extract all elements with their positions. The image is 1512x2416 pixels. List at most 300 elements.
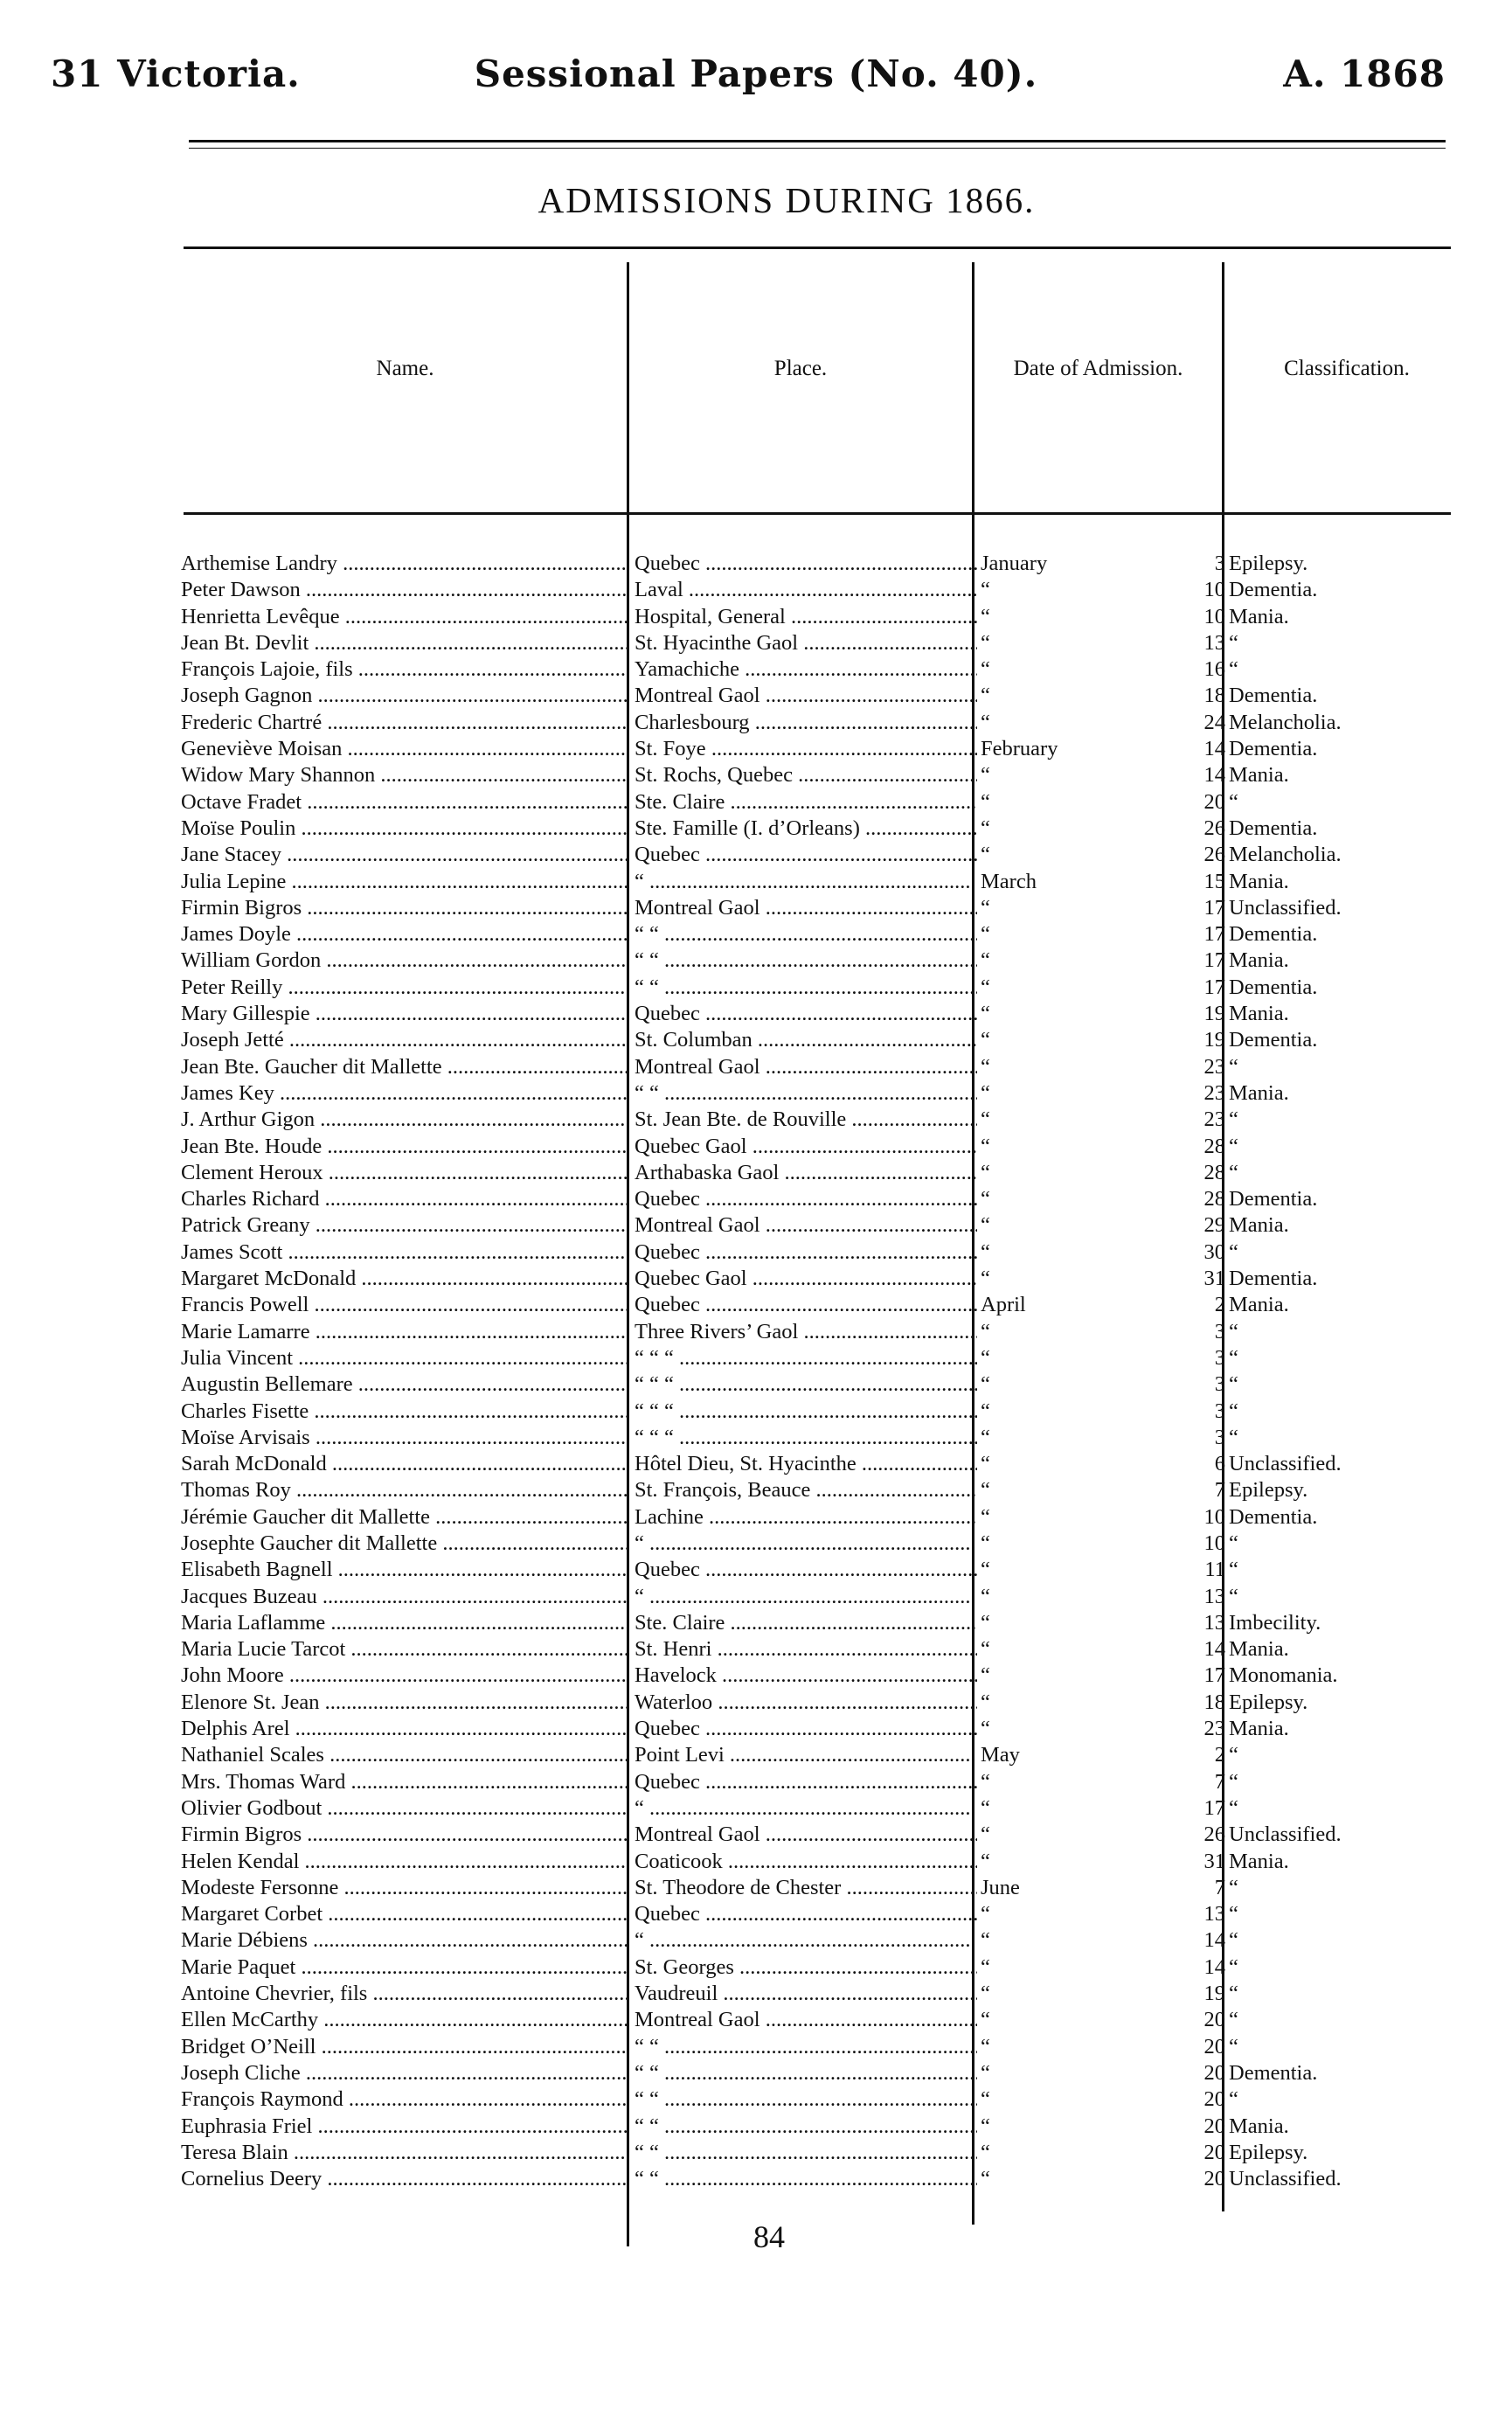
header-rule-thin (189, 148, 1446, 149)
row-classification: “ (1229, 1928, 1238, 1953)
table-row (0, 1054, 1512, 1080)
row-day: 24 (1203, 710, 1225, 734)
row-classification: Melancholia. (1229, 710, 1342, 734)
row-day: 20 (1203, 2034, 1225, 2058)
row-month: April (981, 1293, 1026, 1317)
row-name: Geneviève Moisan ..... (181, 736, 627, 762)
row-month: “ (981, 948, 990, 973)
row-place: Lachine ..... (635, 1504, 977, 1531)
column-header-name: Name. (376, 357, 434, 380)
row-name: Joseph Jetté ..... (181, 1027, 627, 1053)
row-name: Frederic Chartré ..... (181, 710, 627, 736)
table-row (0, 1239, 1512, 1266)
row-name: Jane Stacey ..... (181, 842, 627, 868)
row-place: “ “ ..... (635, 2166, 977, 2192)
row-name: Henrietta Levêque ..... (181, 604, 627, 630)
table-row (0, 975, 1512, 1001)
row-classification: “ (1229, 1795, 1238, 1820)
row-month: “ (981, 975, 990, 999)
table-row (0, 2166, 1512, 2192)
row-place: Point Levi ..... (635, 1742, 977, 1768)
row-month: “ (981, 1610, 990, 1635)
row-month: “ (981, 2140, 990, 2164)
row-day: 23 (1203, 1054, 1225, 1079)
table-row (0, 1134, 1512, 1160)
row-day: 19 (1203, 1028, 1225, 1052)
row-name: Teresa Blain ..... (181, 2140, 627, 2166)
row-name: Olivier Godbout ..... (181, 1795, 627, 1822)
row-classification: Unclassified. (1229, 895, 1342, 920)
row-day: 23 (1203, 1080, 1225, 1105)
table-row (0, 1663, 1512, 1689)
row-day: 23 (1203, 1107, 1225, 1132)
row-day: 28 (1203, 1134, 1225, 1158)
row-month: “ (981, 1452, 990, 1476)
row-place: Quebec ..... (635, 551, 977, 577)
row-place: St. Columban ..... (635, 1027, 977, 1053)
row-place: St. Georges ..... (635, 1954, 977, 1981)
row-name: Sarah McDonald ..... (181, 1451, 627, 1477)
row-day: 15 (1203, 869, 1225, 893)
row-name: Augustin Bellemare ..... (181, 1371, 627, 1398)
table-row (0, 816, 1512, 842)
row-classification: Dementia. (1229, 975, 1318, 999)
row-day: 17 (1203, 975, 1225, 999)
row-day: 7 (1214, 1875, 1225, 1899)
row-name: Widow Mary Shannon ..... (181, 762, 627, 788)
row-place: “ “ “ ..... (635, 1371, 977, 1398)
row-month: “ (981, 1637, 990, 1662)
row-place: “ ..... (635, 1584, 977, 1610)
row-name: Moïse Poulin ..... (181, 816, 627, 842)
row-day: 7 (1214, 1478, 1225, 1503)
row-name: Elenore St. Jean ..... (181, 1690, 627, 1716)
row-month: “ (981, 1954, 990, 1979)
table-row (0, 1266, 1512, 1292)
row-classification: Epilepsy. (1229, 1690, 1308, 1714)
row-place: “ “ ..... (635, 921, 977, 948)
row-classification: “ (1229, 1875, 1238, 1899)
row-place: St. Hyacinthe Gaol ..... (635, 630, 977, 656)
row-classification: Unclassified. (1229, 2167, 1342, 2191)
table-row (0, 2140, 1512, 2166)
row-day: 7 (1214, 1769, 1225, 1794)
row-month: “ (981, 1372, 990, 1397)
table-row (0, 948, 1512, 974)
row-classification: Dementia. (1229, 816, 1318, 840)
row-day: 3 (1214, 552, 1225, 575)
row-classification: Dementia. (1229, 1267, 1318, 1291)
row-classification: Dementia. (1229, 737, 1318, 761)
row-name: Marie Lamarre ..... (181, 1319, 627, 1345)
table-row (0, 1822, 1512, 1848)
row-place: “ “ ..... (635, 1080, 977, 1107)
row-month: “ (981, 1213, 990, 1238)
row-day: 17 (1203, 1795, 1225, 1820)
row-name: Margaret McDonald ..... (181, 1266, 627, 1292)
row-place: Quebec ..... (635, 1239, 977, 1266)
row-day: 20 (1203, 2114, 1225, 2138)
row-place: Havelock ..... (635, 1663, 977, 1689)
row-place: “ “ ..... (635, 975, 977, 1001)
row-classification: “ (1229, 630, 1238, 655)
row-name: Maria Lucie Tarcot ..... (181, 1636, 627, 1663)
header-rule-thick (189, 140, 1446, 142)
row-day: 29 (1203, 1213, 1225, 1238)
row-place: St. Jean Bte. de Rouville ..... (635, 1107, 977, 1133)
row-day: 3 (1214, 1399, 1225, 1423)
row-classification: Mania. (1229, 1637, 1289, 1662)
row-day: 17 (1203, 948, 1225, 973)
row-classification: Dementia. (1229, 2060, 1318, 2085)
table-row (0, 1212, 1512, 1239)
row-month: “ (981, 1107, 990, 1132)
row-month: “ (981, 1531, 990, 1555)
row-day: 2 (1214, 1743, 1225, 1767)
row-place: Charlesbourg ..... (635, 710, 977, 736)
row-name: Francis Powell ..... (181, 1292, 627, 1318)
row-name: John Moore ..... (181, 1663, 627, 1689)
row-classification: Monomania. (1229, 1663, 1338, 1688)
row-day: 2 (1214, 1293, 1225, 1317)
row-place: Ste. Claire ..... (635, 789, 977, 816)
row-place: Montreal Gaol ..... (635, 1212, 977, 1239)
row-place: “ “ ..... (635, 2086, 977, 2113)
row-day: 17 (1203, 922, 1225, 947)
row-day: 18 (1203, 1690, 1225, 1714)
row-day: 26 (1203, 1822, 1225, 1847)
row-classification: Unclassified. (1229, 1822, 1342, 1847)
column-header-place: Place. (773, 357, 828, 380)
row-place: Vaudreuil ..... (635, 1981, 977, 2007)
row-classification: “ (1229, 1902, 1238, 1927)
table-row (0, 1742, 1512, 1768)
row-month: “ (981, 1769, 990, 1794)
row-month: “ (981, 710, 990, 734)
row-place: Quebec ..... (635, 1292, 977, 1318)
table-row (0, 1504, 1512, 1531)
row-name: Octave Fradet ..... (181, 789, 627, 816)
row-month: “ (981, 578, 990, 602)
row-name: Delphis Arel ..... (181, 1716, 627, 1742)
row-day: 20 (1203, 2008, 1225, 2032)
row-name: Julia Vincent ..... (181, 1345, 627, 1371)
row-classification: Unclassified. (1229, 1452, 1342, 1476)
row-classification: Imbecility. (1229, 1610, 1321, 1635)
row-name: Joseph Gagnon ..... (181, 683, 627, 709)
row-place: “ “ “ ..... (635, 1399, 977, 1425)
table-row (0, 1425, 1512, 1451)
row-month: February (981, 737, 1058, 761)
row-name: Mary Gillespie ..... (181, 1001, 627, 1027)
row-month: “ (981, 895, 990, 920)
row-place: Montreal Gaol ..... (635, 1822, 977, 1848)
row-classification: “ (1229, 1160, 1238, 1184)
row-classification: “ (1229, 657, 1238, 682)
row-month: “ (981, 604, 990, 628)
row-name: François Raymond ..... (181, 2086, 627, 2113)
table-row (0, 1954, 1512, 1981)
row-month: “ (981, 2167, 990, 2191)
row-classification: Mania. (1229, 1080, 1289, 1105)
row-day: 10 (1203, 1504, 1225, 1529)
row-name: James Doyle ..... (181, 921, 627, 948)
row-classification: “ (1229, 1558, 1238, 1582)
table-row (0, 1292, 1512, 1318)
row-name: J. Arthur Gigon ..... (181, 1107, 627, 1133)
row-day: 17 (1203, 1663, 1225, 1688)
row-place: St. François, Beauce ..... (635, 1477, 977, 1503)
row-day: 14 (1203, 737, 1225, 761)
row-classification: Mania. (1229, 1213, 1289, 1238)
row-classification: “ (1229, 1531, 1238, 1555)
row-month: “ (981, 1319, 990, 1343)
row-classification: Dementia. (1229, 922, 1318, 947)
table-row (0, 683, 1512, 709)
row-day: 28 (1203, 1187, 1225, 1211)
row-month: June (981, 1875, 1020, 1899)
table-row (0, 1849, 1512, 1875)
row-place: Montreal Gaol ..... (635, 1054, 977, 1080)
table-row (0, 1531, 1512, 1557)
row-month: “ (981, 1902, 990, 1927)
table-row (0, 1690, 1512, 1716)
row-month: January (981, 552, 1048, 575)
row-name: Marie Paquet ..... (181, 1954, 627, 1981)
table-row (0, 577, 1512, 603)
row-month: “ (981, 2008, 990, 2032)
row-day: 23 (1203, 1717, 1225, 1741)
row-day: 20 (1203, 2167, 1225, 2191)
table-row (0, 1319, 1512, 1345)
row-name: Ellen McCarthy ..... (181, 2007, 627, 2033)
row-classification: “ (1229, 1134, 1238, 1158)
table-row (0, 2060, 1512, 2086)
row-place: Three Rivers’ Gaol ..... (635, 1319, 977, 1345)
table-row (0, 921, 1512, 948)
row-classification: Mania. (1229, 604, 1289, 628)
table-top-rule (184, 246, 1451, 249)
table-row (0, 2034, 1512, 2060)
row-place: “ “ ..... (635, 2034, 977, 2060)
row-name: Firmin Bigros ..... (181, 1822, 627, 1848)
row-day: 20 (1203, 2060, 1225, 2085)
row-classification: “ (1229, 1372, 1238, 1397)
table-row (0, 2007, 1512, 2033)
row-name: Jean Bte. Houde ..... (181, 1134, 627, 1160)
row-day: 20 (1203, 2140, 1225, 2164)
row-classification: Melancholia. (1229, 843, 1342, 867)
table-row (0, 1981, 1512, 2007)
table-row (0, 1027, 1512, 1053)
row-classification: Epilepsy. (1229, 552, 1308, 575)
row-month: “ (981, 1345, 990, 1370)
row-classification: Dementia. (1229, 578, 1318, 602)
row-name: Helen Kendal ..... (181, 1849, 627, 1875)
row-place: Ste. Claire ..... (635, 1610, 977, 1636)
table-row (0, 762, 1512, 788)
row-classification: “ (1229, 2034, 1238, 2058)
row-name: François Lajoie, fils ..... (181, 656, 627, 683)
row-day: 30 (1203, 1239, 1225, 1264)
row-month: “ (981, 843, 990, 867)
row-classification: Mania. (1229, 948, 1289, 973)
row-day: 3 (1214, 1345, 1225, 1370)
row-name: Josephte Gaucher dit Mallette ..... (181, 1531, 627, 1557)
row-name: Mrs. Thomas Ward ..... (181, 1769, 627, 1795)
row-place: “ “ ..... (635, 2114, 977, 2140)
row-day: 13 (1203, 630, 1225, 655)
row-place: Ste. Famille (I. d’Orleans) ..... (635, 816, 977, 842)
row-classification: “ (1229, 1107, 1238, 1132)
row-month: “ (981, 2114, 990, 2138)
row-day: 13 (1203, 1584, 1225, 1608)
column-header-classification: Classification. (1284, 357, 1410, 380)
table-row (0, 789, 1512, 816)
row-classification: “ (1229, 1584, 1238, 1608)
row-name: Patrick Greany ..... (181, 1212, 627, 1239)
row-place: “ “ ..... (635, 2140, 977, 2166)
row-month: May (981, 1743, 1020, 1767)
table-row (0, 1610, 1512, 1636)
row-day: 11 (1204, 1558, 1225, 1582)
table-row (0, 869, 1512, 895)
row-month: “ (981, 1002, 990, 1026)
row-month: “ (981, 1822, 990, 1847)
row-name: Thomas Roy ..... (181, 1477, 627, 1503)
row-day: 14 (1203, 1928, 1225, 1953)
row-place: Arthabaska Gaol ..... (635, 1160, 977, 1186)
row-name: Jacques Buzeau ..... (181, 1584, 627, 1610)
table-row (0, 736, 1512, 762)
table-row (0, 710, 1512, 736)
row-day: 3 (1214, 1425, 1225, 1449)
row-month: “ (981, 816, 990, 840)
row-classification: “ (1229, 1743, 1238, 1767)
row-classification: “ (1229, 1399, 1238, 1423)
row-month: “ (981, 1054, 990, 1079)
table-row (0, 630, 1512, 656)
row-classification: Dementia. (1229, 1187, 1318, 1211)
row-classification: Mania. (1229, 1717, 1289, 1741)
row-name: Peter Reilly ..... (181, 975, 627, 1001)
row-day: 3 (1214, 1319, 1225, 1343)
row-place: Quebec ..... (635, 1557, 977, 1583)
table-head-rule (184, 512, 1451, 515)
row-name: Joseph Cliche ..... (181, 2060, 627, 2086)
row-place: Coaticook ..... (635, 1849, 977, 1875)
row-classification: “ (1229, 1345, 1238, 1370)
column-header-date: Date of Admission. (1013, 357, 1183, 380)
table-row (0, 1186, 1512, 1212)
row-day: 13 (1203, 1610, 1225, 1635)
row-name: Modeste Fersonne ..... (181, 1875, 627, 1901)
row-month: “ (981, 1399, 990, 1423)
row-classification: Epilepsy. (1229, 1478, 1308, 1503)
row-month: “ (981, 1982, 990, 2006)
row-place: Montreal Gaol ..... (635, 2007, 977, 2033)
table-row (0, 1636, 1512, 1663)
row-place: Quebec Gaol ..... (635, 1134, 977, 1160)
row-place: St. Foye ..... (635, 736, 977, 762)
row-name: Jean Bt. Devlit ..... (181, 630, 627, 656)
table-row (0, 1769, 1512, 1795)
table-row (0, 1716, 1512, 1742)
table-row (0, 1345, 1512, 1371)
row-place: “ “ ..... (635, 2060, 977, 2086)
row-name: James Scott ..... (181, 1239, 627, 1266)
row-month: “ (981, 1504, 990, 1529)
row-classification: Epilepsy. (1229, 2140, 1308, 2164)
row-month: “ (981, 1267, 990, 1291)
row-classification: “ (1229, 1319, 1238, 1343)
table-row (0, 1557, 1512, 1583)
table-row (0, 2086, 1512, 2113)
row-name: Bridget O’Neill ..... (181, 2034, 627, 2060)
row-month: “ (981, 1134, 990, 1158)
row-classification: “ (1229, 1425, 1238, 1449)
row-place: “ “ ..... (635, 948, 977, 974)
row-month: “ (981, 763, 990, 788)
row-place: St. Rochs, Quebec ..... (635, 762, 977, 788)
row-day: 14 (1203, 1954, 1225, 1979)
row-name: Cornelius Deery ..... (181, 2166, 627, 2192)
row-day: 20 (1203, 789, 1225, 814)
row-classification: Mania. (1229, 1002, 1289, 1026)
page-number: 84 (753, 2219, 785, 2254)
row-classification: Dementia. (1229, 1504, 1318, 1529)
row-name: Firmin Bigros ..... (181, 895, 627, 921)
row-month: “ (981, 1478, 990, 1503)
row-month: “ (981, 1028, 990, 1052)
row-month: “ (981, 684, 990, 708)
row-month: “ (981, 1928, 990, 1953)
table-row (0, 1795, 1512, 1822)
row-name: Antoine Chevrier, fils ..... (181, 1981, 627, 2007)
row-classification: “ (1229, 1769, 1238, 1794)
row-classification: “ (1229, 2008, 1238, 2032)
row-day: 26 (1203, 843, 1225, 867)
row-month: “ (981, 1160, 990, 1184)
row-month: “ (981, 630, 990, 655)
row-name: Maria Laflamme ..... (181, 1610, 627, 1636)
row-day: 14 (1203, 1637, 1225, 1662)
row-month: “ (981, 2034, 990, 2058)
row-day: 13 (1203, 1902, 1225, 1927)
row-day: 20 (1203, 2087, 1225, 2112)
row-month: “ (981, 1584, 990, 1608)
table-row (0, 1160, 1512, 1186)
row-place: Yamachiche ..... (635, 656, 977, 683)
row-name: Moïse Arvisais ..... (181, 1425, 627, 1451)
row-place: Quebec ..... (635, 1769, 977, 1795)
row-name: James Key ..... (181, 1080, 627, 1107)
row-place: Laval ..... (635, 577, 977, 603)
table-row (0, 2114, 1512, 2140)
table-row (0, 1399, 1512, 1425)
row-place: Quebec ..... (635, 1901, 977, 1927)
row-place: Quebec ..... (635, 1001, 977, 1027)
row-day: 14 (1203, 763, 1225, 788)
table-row (0, 551, 1512, 577)
row-place: “ ..... (635, 1531, 977, 1557)
row-classification: Mania. (1229, 2114, 1289, 2138)
row-name: Jérémie Gaucher dit Mallette ..... (181, 1504, 627, 1531)
row-name: Charles Richard ..... (181, 1186, 627, 1212)
row-place: “ ..... (635, 1795, 977, 1822)
row-classification: “ (1229, 1239, 1238, 1264)
row-classification: Dementia. (1229, 1028, 1318, 1052)
